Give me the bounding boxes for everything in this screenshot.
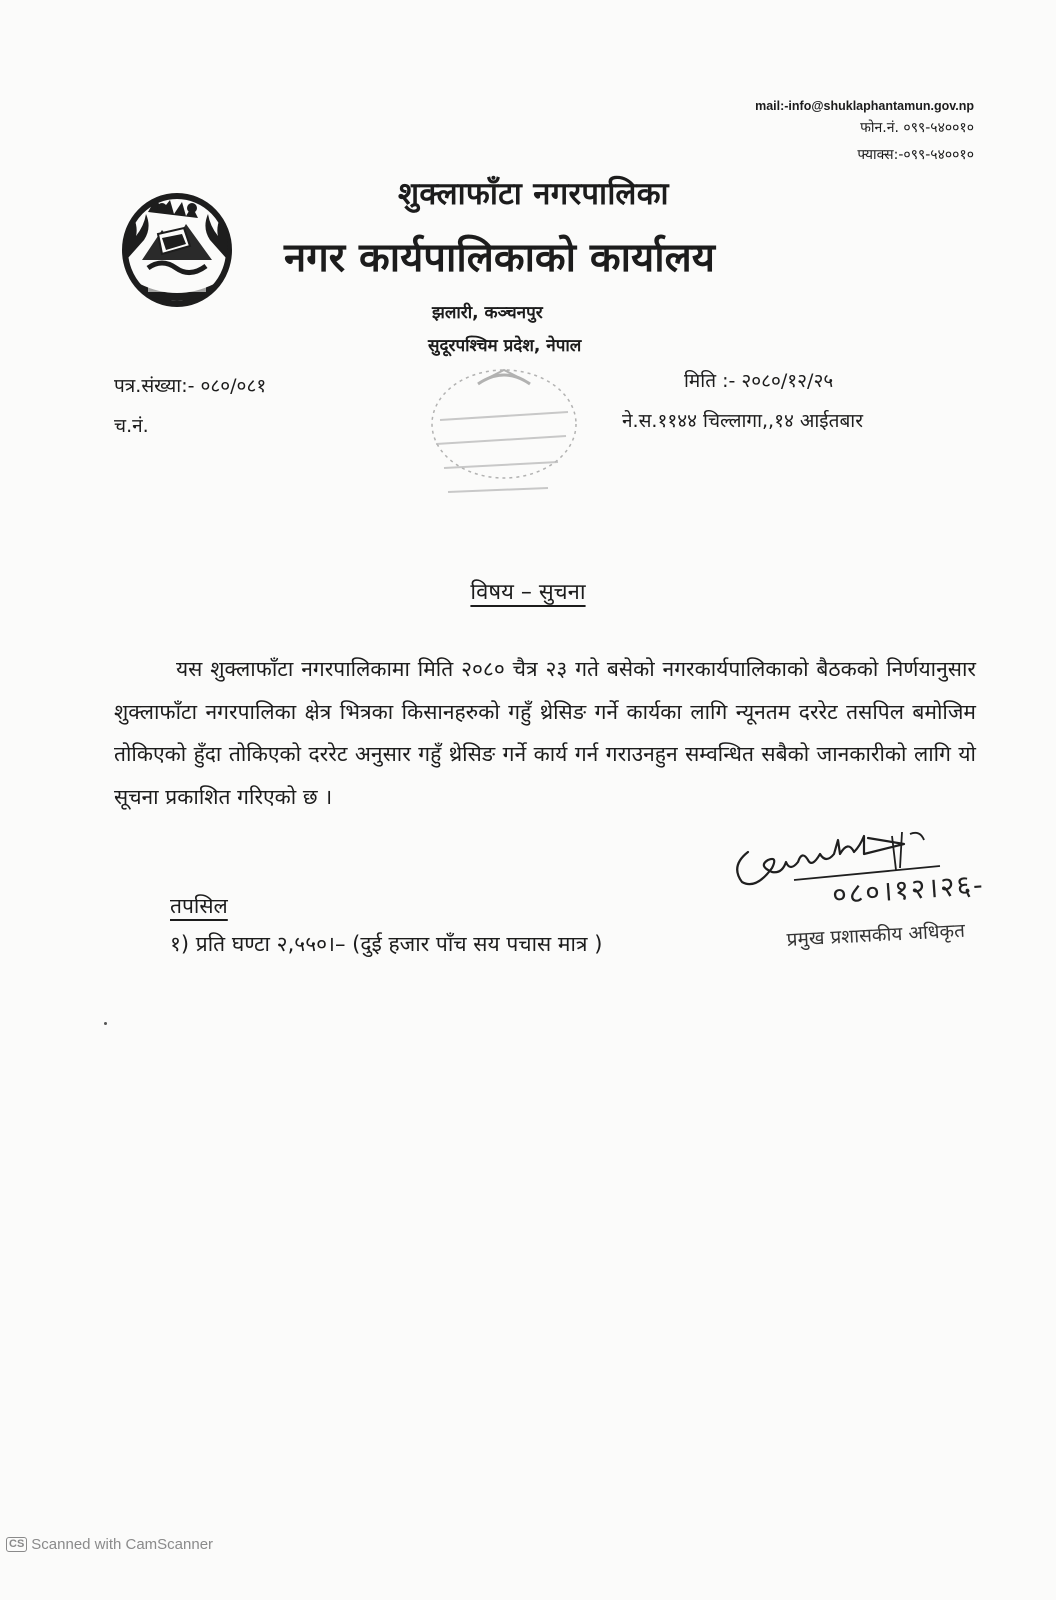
signatory-title: प्रमुख प्रशासकीय अधिकृत [786,919,966,951]
nepal-emblem-logo [118,188,236,310]
signature-date-number: ०८०।१२।२६- [831,867,986,912]
watermark-text: Scanned with CamScanner [31,1536,214,1553]
reference-number: पत्र.संख्या:- ०८०/०८१ [114,375,267,397]
nepal-sambat-date: ने.स.११४४ चिल्लागा,,१४ आईतबार [622,410,864,432]
address-line-2: सुदूरपश्चिम प्रदेश, नेपाल [428,336,582,356]
subject-heading: विषय – सुचना [470,580,586,605]
camscanner-icon: CS [6,1537,27,1552]
scanner-watermark [6,1536,213,1553]
fax-number: फ्याक्स:-०९९-५४००१० [857,147,974,163]
email-address: mail:-info@shuklaphantamun.gov.np [755,99,974,113]
letter-date: मिति :- २०८०/१२/२५ [684,370,834,392]
address-line-1: झलारी, कञ्चनपुर [432,303,543,323]
office-name: नगर कार्यपालिकाको कार्यालय [284,235,715,281]
office-stamp [418,364,588,514]
dispatch-number: च.नं. [114,415,149,437]
phone-number: फोन.नं. ०९९-५४००१० [860,120,974,136]
municipality-name: शुक्लाफाँटा नगरपालिका [398,176,669,212]
scan-speck [104,1022,107,1025]
notice-body: यस शुक्लाफाँटा नगरपालिकामा मिति २०८० चैत्र २३ गते बसेको नगरकार्यपालिकाको बैठकको निर्णयानुसार शुक्लाफाँटा नगरपालिका क्षेत्र भित्रका किसानहरुको गहुँ थ्रेसिङ गर्ने कार्यका लागि न्यूनतम दररेट तसपिल बमोजिम तोकिएको हुँदा तोकिएको दररेट अनुसार गहुँ थ्रेसिङ गर्ने कार्य गर्न गराउनहुन सम्वन्धित सबैको जानकारीको लागि यो सूचना प्रकाशित गरिएको छ । [114,657,976,809]
schedule-heading: तपसिल [170,894,228,918]
schedule-item-1: १) प्रति घण्टा २,५५०।– (दुई हजार पाँच सय पचास मात्र ) [170,932,603,956]
